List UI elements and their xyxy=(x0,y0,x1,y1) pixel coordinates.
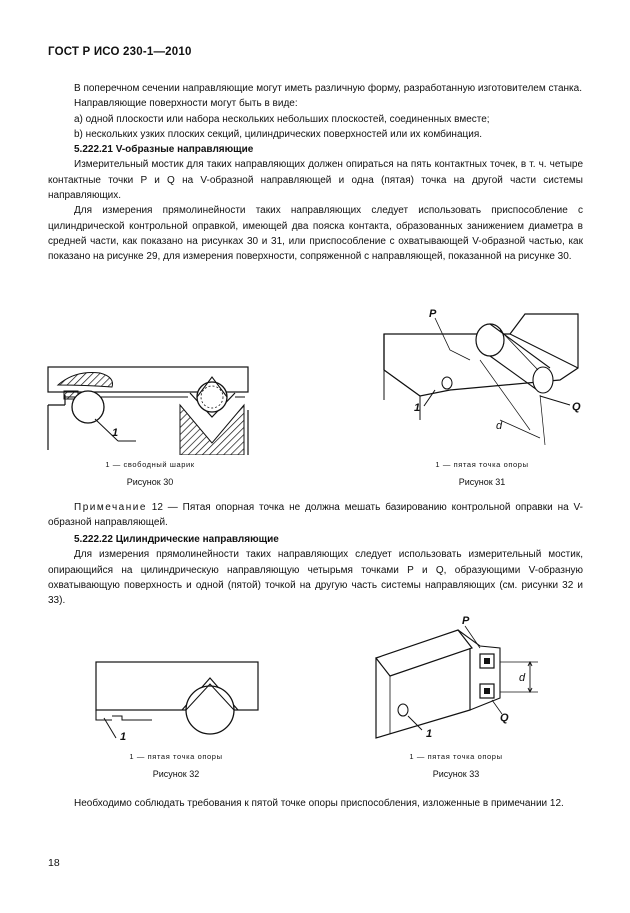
text-block-bottom xyxy=(48,796,583,811)
note-label: Примечание xyxy=(74,502,147,513)
paragraph: Для измерения прямолинейности таких направляющих следует использовать измерительный мостик, опирающийся на цилиндрическую направляющую четырьмя точками P и Q, образующими V-образную охватывающую поверхность и одной (пятой) точкой на другую часть системы направляющих (см. рисунки 32 и 33). xyxy=(48,549,583,607)
paragraph: Измерительный мостик для таких направляющих должен опираться на пять контактных точек, в т. ч. четыре контактные точки P и Q на V-образной направляющей и одна (пятая) точка на другой части системы направляющих. xyxy=(48,159,583,202)
figure-33-label-1: 1 xyxy=(426,728,433,740)
figure-31-label-q: Q xyxy=(572,401,581,413)
figure-30-drawing xyxy=(40,355,260,455)
paragraph: Направляющие поверхности могут быть в виде: xyxy=(74,98,298,110)
figure-31-label-1: 1 xyxy=(414,402,421,414)
paragraph: В поперечном сечении направляющие могут иметь различную форму, разработанную изготовителем станка. xyxy=(74,83,582,94)
text-block-middle xyxy=(48,532,583,608)
figure-30-caption: Рисунок 30 xyxy=(126,477,174,487)
document-header: ГОСТ Р ИСО 230-1—2010 xyxy=(48,46,192,58)
figure-31-drawing xyxy=(380,310,600,450)
page-number: 18 xyxy=(48,857,60,869)
paragraph: Необходимо соблюдать требования к пятой точке опоры приспособления, изложенные в примечании 12. xyxy=(74,798,564,809)
figure-31-caption: Рисунок 31 xyxy=(458,477,506,487)
note xyxy=(48,500,583,530)
note-block xyxy=(48,500,583,530)
figure-31-legend: 1 — пятая точка опоры xyxy=(435,460,529,469)
figure-31-label-p: P xyxy=(429,308,437,320)
note-text: 12 — Пятая опорная точка не должна мешать базированию контрольной оправки на V-образной направляющей. xyxy=(48,502,583,528)
section-heading: 5.222.21 V-образные направляющие xyxy=(74,144,254,156)
figure-32-caption: Рисунок 32 xyxy=(152,769,200,779)
list-item: b) нескольких узких плоских секций, цилиндрических поверхностей или их комбинация. xyxy=(74,128,483,140)
section-heading: 5.222.22 Цилиндрические направляющие xyxy=(74,534,279,545)
figure-31-label-d: d xyxy=(496,420,503,432)
figure-33-label-p: P xyxy=(462,615,470,627)
figure-33-caption: Рисунок 33 xyxy=(432,769,480,779)
text-block-top xyxy=(48,81,583,265)
paragraph: Для измерения прямолинейности таких направляющих следует использовать приспособление с цилиндрической контрольной оправкой, имеющей два пояска контакта, образованных занижением диаметра в средней части, как показано на рисунках 30 и 31, или приспособление с охватывающей V-образной частью, как показано на рисунке 29, для измерения поверхности, сопряженной с направляющей, показанной на рисунке 30. xyxy=(48,205,583,263)
figure-32-legend: 1 — пятая точка опоры xyxy=(129,752,223,761)
figure-33-label-d: d xyxy=(519,672,526,684)
figure-33-label-q: Q xyxy=(500,712,509,724)
list-item: а) одной плоскости или набора нескольких небольших плоскостей, соединенных вместе; xyxy=(74,113,490,125)
figure-30-label-1: 1 xyxy=(112,427,119,439)
figure-32-drawing xyxy=(92,658,262,748)
figure-32-label-1: 1 xyxy=(120,731,127,743)
figure-33-legend: 1 — пятая точка опоры xyxy=(409,752,503,761)
figure-30-legend: 1 — свободный шарик xyxy=(105,460,195,469)
